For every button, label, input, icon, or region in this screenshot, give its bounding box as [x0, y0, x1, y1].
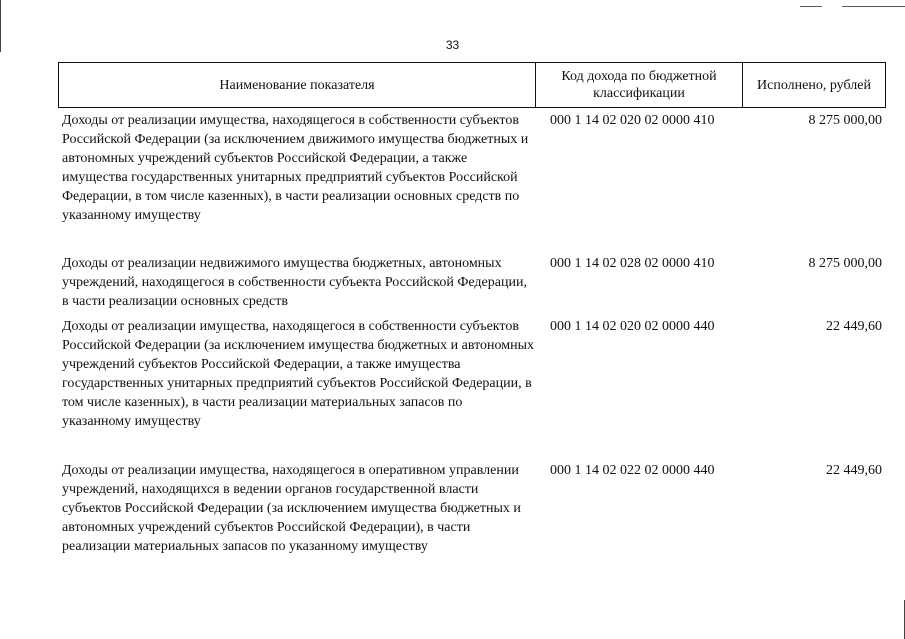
revenue-table: [58, 62, 886, 554]
column-header-amount: Исполнено, рублей: [757, 77, 871, 93]
row-amount: 22 449,60: [826, 319, 882, 334]
row-name: Доходы от реализации имущества, находящегося в собственности субъектов Российской Федерации (за исключением движимого имущества бюджетных и автономных учреждений субъектов Российской Федерации, а также имущества государственных унитарных предприятий субъектов Российской Федерации, в том числе казенных), в части реализации основных средств по указанному имуществу: [62, 113, 529, 223]
row-code: 000 1 14 02 028 02 0000 410: [550, 256, 715, 271]
row-name: Доходы от реализации имущества, находящегося в собственности субъектов Российской Федерации (за исключением имущества бюджетных и автономных учреждений субъектов Российской Федерации, а также имущества государственных унитарных предприятий субъектов Российской Федерации, в том числе казенных), в части реализации материальных запасов по указанному имуществу: [62, 319, 535, 429]
page-number: 33: [445, 38, 460, 52]
column-header-name: Наименование показателя: [59, 63, 536, 107]
scan-line-mark: [842, 6, 905, 7]
row-name: Доходы от реализации недвижимого имущества бюджетных, автономных учреждений, находящегося в собственности субъекта Российской Федерации, в части реализации основных средств: [62, 256, 527, 309]
table-header: [58, 62, 886, 108]
row-code: 000 1 14 02 022 02 0000 440: [550, 463, 715, 478]
row-amount: 22 449,60: [826, 463, 882, 478]
row-code: 000 1 14 02 020 02 0000 440: [550, 319, 715, 334]
column-header-code: Код дохода по бюджетной классификации: [536, 63, 743, 107]
scan-line-mark: [800, 6, 822, 7]
row-amount: 8 275 000,00: [808, 256, 882, 271]
row-name: Доходы от реализации имущества, находящегося в оперативном управлении учреждений, находящихся в ведении органов государственной власти субъектов Российской Федерации (за исключением имущества бюджетных и автономных учреждений субъектов Российской Федерации), в части реализации материальных запасов по указанному имуществу: [62, 463, 521, 554]
row-amount: 8 275 000,00: [808, 113, 882, 128]
row-code: 000 1 14 02 020 02 0000 410: [550, 113, 715, 128]
